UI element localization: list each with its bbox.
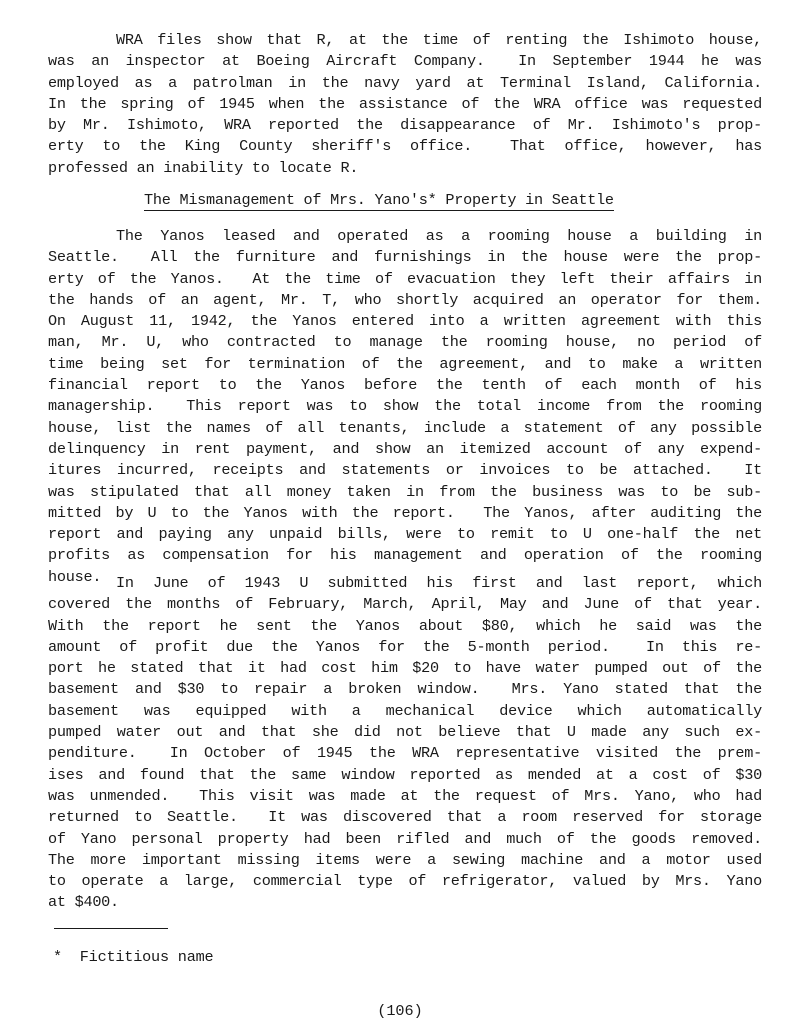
text-line: returned to Seattle. It was discovered that a room reserved for storage bbox=[48, 808, 762, 827]
text-line: man, Mr. U, who contracted to manage the rooming house, no period of bbox=[48, 333, 762, 352]
text-line: report and paying any unpaid bills, were to remit to U one-half the net bbox=[48, 525, 762, 544]
text-line: time being set for termination of the agreement, and to make a written bbox=[48, 354, 762, 373]
section-heading-text: The Mismanagement of Mrs. Yano's* Property in Seattle bbox=[144, 191, 614, 209]
text-line: covered the months of February, March, April, May and June of that year. bbox=[48, 595, 762, 614]
text-line: was an inspector at Boeing Aircraft Company. In September 1944 he was bbox=[48, 52, 762, 71]
text-line: the hands of an agent, Mr. T, who shortly acquired an operator for them. bbox=[48, 290, 762, 309]
text-line: basement was equipped with a mechanical device which automatically bbox=[48, 701, 762, 720]
text-line: penditure. In October of 1945 the WRA representative visited the prem- bbox=[48, 744, 762, 763]
paragraph-u-report bbox=[48, 573, 762, 914]
text-line: WRA files show that R, at the time of renting the Ishimoto house, bbox=[116, 31, 762, 49]
text-line: employed as a patrolman in the navy yard at Terminal Island, California. bbox=[48, 73, 762, 92]
text-line: Seattle. All the furniture and furnishings in the house were the prop- bbox=[48, 248, 762, 267]
paragraph-yano-rooming-house bbox=[48, 226, 762, 588]
text-line: house. bbox=[48, 567, 102, 586]
text-line: pumped water out and that she did not believe that U made any such ex- bbox=[48, 723, 762, 742]
text-line: managership. This report was to show the total income from the rooming bbox=[48, 397, 762, 416]
text-line: professed an inability to locate R. bbox=[48, 158, 359, 177]
text-line: was unmended. This visit was made at the request of Mrs. Yano, who had bbox=[48, 786, 762, 805]
text-line: erty to the King County sheriff's office. That office, however, has bbox=[48, 137, 762, 156]
text-line: The Yanos leased and operated as a rooming house a building in bbox=[116, 227, 762, 245]
text-line: port he stated that it had cost him $20 to have water pumped out of the bbox=[48, 659, 762, 678]
text-line: The more important missing items were a sewing machine and a motor used bbox=[48, 850, 762, 869]
paragraph-ishimoto-property bbox=[48, 30, 762, 179]
text-line: amount of profit due the Yanos for the 5-month period. In this re- bbox=[48, 637, 762, 656]
text-line: financial report to the Yanos before the tenth of each month of his bbox=[48, 376, 762, 395]
text-line: to operate a large, commercial type of refrigerator, valued by Mrs. Yano bbox=[48, 872, 762, 891]
page-number: (106) bbox=[377, 1002, 423, 1020]
section-heading bbox=[144, 189, 664, 211]
text-line: In June of 1943 U submitted his first and last report, which bbox=[116, 574, 762, 592]
text-line: ises and found that the same window reported as mended at a cost of $30 bbox=[48, 765, 762, 784]
text-line: erty of the Yanos. At the time of evacuation they left their affairs in bbox=[48, 269, 762, 288]
text-line: In the spring of 1945 when the assistance of the WRA office was requested bbox=[48, 94, 762, 113]
footnote-divider bbox=[54, 928, 168, 929]
text-line: itures incurred, receipts and statements or invoices to be attached. It bbox=[48, 461, 762, 480]
text-line: was stipulated that all money taken in from the business was to be sub- bbox=[48, 482, 762, 501]
text-line: of Yano personal property had been rifled and much of the goods removed. bbox=[48, 829, 762, 848]
text-line: profits as compensation for his management and operation of the rooming bbox=[48, 546, 762, 565]
footnote: * Fictitious name bbox=[53, 948, 214, 966]
text-line: at $400. bbox=[48, 893, 119, 912]
text-line: On August 11, 1942, the Yanos entered into a written agreement with this bbox=[48, 312, 762, 331]
text-line: delinquency in rent payment, and show an itemized account of any expend- bbox=[48, 439, 762, 458]
text-line: mitted by U to the Yanos with the report. The Yanos, after auditing the bbox=[48, 503, 762, 522]
text-line: basement and $30 to repair a broken window. Mrs. Yano stated that the bbox=[48, 680, 762, 699]
text-line: house, list the names of all tenants, include a statement of any possible bbox=[48, 418, 762, 437]
text-line: With the report he sent the Yanos about $80, which he said was the bbox=[48, 616, 762, 635]
text-line: by Mr. Ishimoto, WRA reported the disappearance of Mr. Ishimoto's prop- bbox=[48, 116, 762, 135]
